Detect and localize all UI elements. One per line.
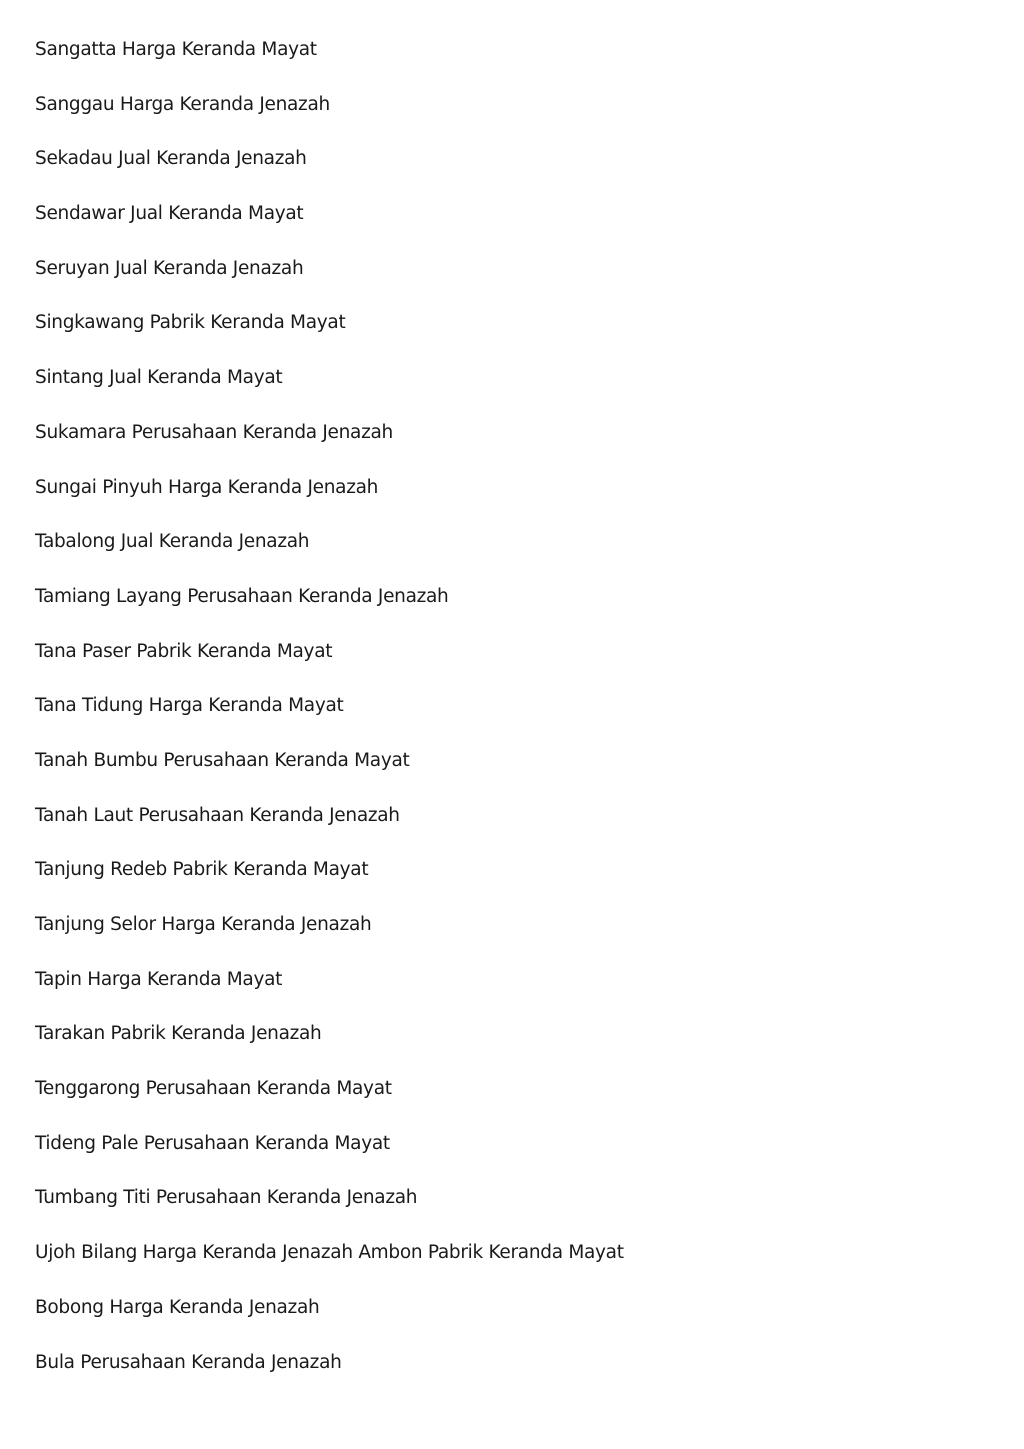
text-line: Ujoh Bilang Harga Keranda Jenazah Ambon Pabrik Keranda Mayat bbox=[35, 1242, 624, 1264]
text-line: Sintang Jual Keranda Mayat bbox=[35, 367, 283, 389]
text-line: Sendawar Jual Keranda Mayat bbox=[35, 203, 304, 225]
text-line: Tanjung Redeb Pabrik Keranda Mayat bbox=[35, 859, 369, 881]
text-line: Sekadau Jual Keranda Jenazah bbox=[35, 148, 307, 170]
text-line: Tanah Laut Perusahaan Keranda Jenazah bbox=[35, 804, 400, 826]
text-line: Tarakan Pabrik Keranda Jenazah bbox=[35, 1023, 322, 1045]
text-line: Seruyan Jual Keranda Jenazah bbox=[35, 257, 304, 279]
text-line: Tenggarong Perusahaan Keranda Mayat bbox=[35, 1078, 392, 1100]
text-line: Tapin Harga Keranda Mayat bbox=[35, 968, 283, 990]
text-line: Sungai Pinyuh Harga Keranda Jenazah bbox=[35, 476, 379, 498]
text-line: Tana Paser Pabrik Keranda Mayat bbox=[35, 640, 333, 662]
text-line: Bula Perusahaan Keranda Jenazah bbox=[35, 1351, 342, 1373]
text-line-list bbox=[35, 36, 624, 1403]
text-line: Singkawang Pabrik Keranda Mayat bbox=[35, 312, 346, 334]
text-line: Bobong Harga Keranda Jenazah bbox=[35, 1296, 320, 1318]
text-line: Tamiang Layang Perusahaan Keranda Jenazah bbox=[35, 585, 449, 607]
text-line: Tana Tidung Harga Keranda Mayat bbox=[35, 695, 344, 717]
text-line: Sanggau Harga Keranda Jenazah bbox=[35, 93, 330, 115]
text-line: Sukamara Perusahaan Keranda Jenazah bbox=[35, 421, 393, 443]
text-line: Tumbang Titi Perusahaan Keranda Jenazah bbox=[35, 1187, 418, 1209]
text-line: Sangatta Harga Keranda Mayat bbox=[35, 39, 317, 60]
text-line: Tabalong Jual Keranda Jenazah bbox=[35, 531, 310, 553]
text-line: Tanjung Selor Harga Keranda Jenazah bbox=[35, 914, 372, 935]
text-line: Tanah Bumbu Perusahaan Keranda Mayat bbox=[35, 749, 410, 771]
text-line: Tideng Pale Perusahaan Keranda Mayat bbox=[35, 1132, 390, 1154]
